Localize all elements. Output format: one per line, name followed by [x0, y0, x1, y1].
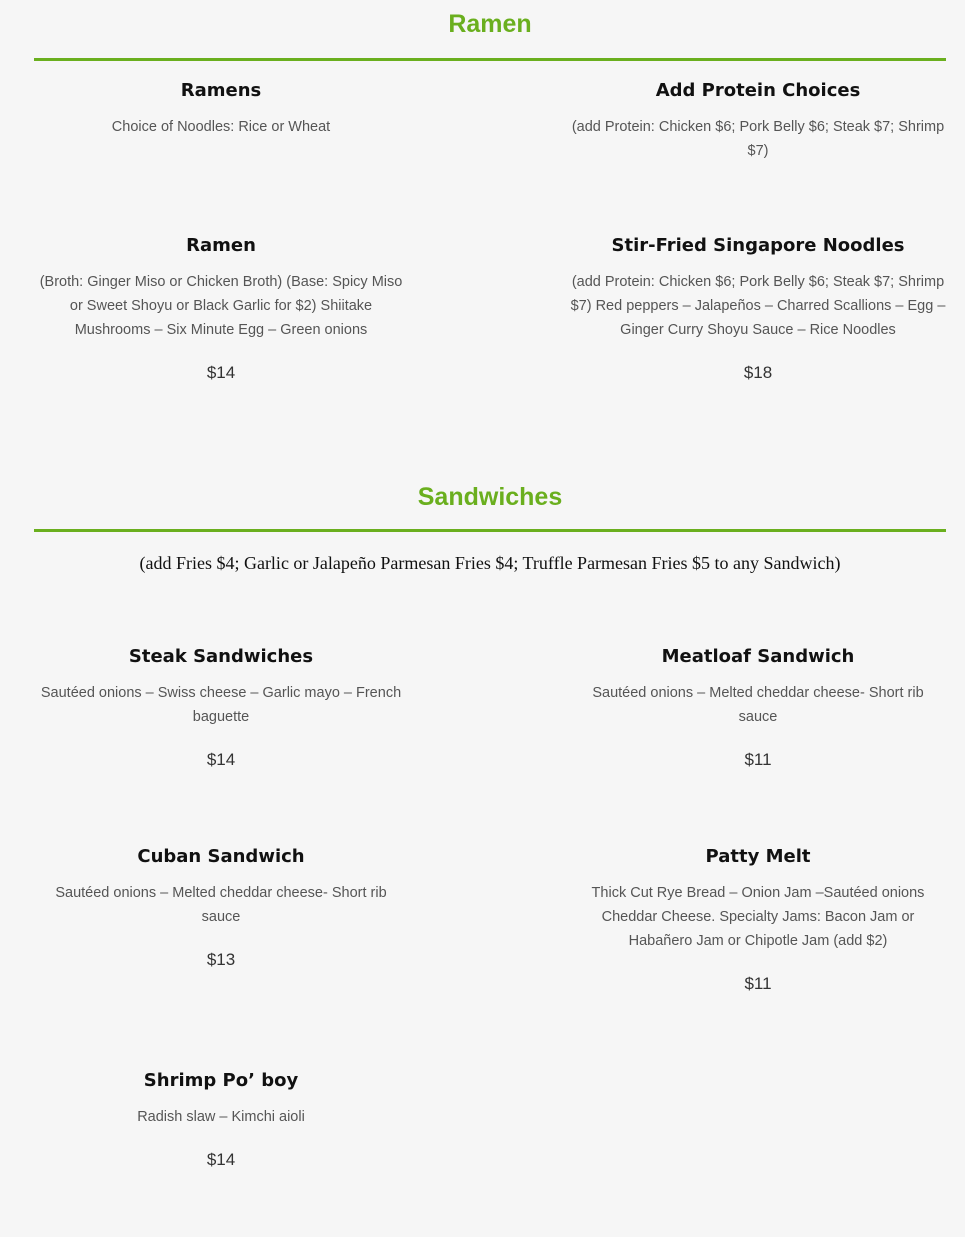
menu-item-description: Radish slaw – Kimchi aioli: [137, 1109, 305, 1125]
menu-item-description: Thick Cut Rye Bread – Onion Jam –Sautéed onions Cheddar Cheese. Specialty Jams: Bacon Jam or Habañero Jam or Chipotle Jam (add $2): [591, 885, 925, 949]
menu-item-description: (add Protein: Chicken $6; Pork Belly $6; Steak $7; Shrimp $7): [571, 119, 945, 159]
menu-item-add-protein-choices: [568, 80, 948, 163]
menu-item-stir-fried-singapore-noodles: [568, 235, 948, 385]
menu-item-name: Ramen: [186, 235, 256, 256]
menu-item-price: $14: [206, 363, 236, 382]
menu-item-steak-sandwiches: [36, 646, 406, 772]
menu-item-description: (Broth: Ginger Miso or Chicken Broth) (Base: Spicy Miso or Sweet Shoyu or Black Garlic for $2) Shiitake Mushrooms – Six Minute Egg – Green onions: [39, 274, 403, 338]
section-title-sandwiches: Sandwiches: [417, 483, 563, 511]
menu-item-description: Sautéed onions – Melted cheddar cheese- Short rib sauce: [592, 685, 924, 725]
menu-item-ramens: [36, 80, 406, 139]
menu-item-name: Steak Sandwiches: [128, 646, 314, 667]
section-divider-ramen: [34, 58, 946, 61]
section-divider-sandwiches: [34, 529, 946, 532]
menu-item-shrimp-po-boy: [36, 1070, 406, 1172]
menu-item-price: $11: [744, 750, 772, 769]
menu-item-meatloaf-sandwich: [568, 646, 948, 772]
menu-item-name: Add Protein Choices: [655, 80, 861, 101]
menu-item-description: (add Protein: Chicken $6; Pork Belly $6; Steak $7; Shrimp $7) Red peppers – Jalapeños – Charred Scallions – Egg – Ginger Curry Shoyu Sauce – Rice Noodles: [570, 274, 946, 338]
menu-item-price: $18: [743, 363, 773, 382]
menu-item-price: $14: [206, 1150, 236, 1169]
menu-item-name: Shrimp Po’ boy: [143, 1070, 299, 1091]
menu-item-name: Stir-Fried Singapore Noodles: [611, 235, 905, 256]
menu-item-name: Cuban Sandwich: [137, 846, 305, 867]
section-title-ramen: Ramen: [448, 10, 532, 38]
menu-item-name: Patty Melt: [705, 846, 811, 867]
menu-item-name: Meatloaf Sandwich: [661, 646, 855, 667]
menu-item-ramen: [36, 235, 406, 385]
menu-item-name: Ramens: [180, 80, 262, 101]
menu-item-description: Choice of Noodles: Rice or Wheat: [111, 119, 331, 135]
menu-item-price: $14: [206, 750, 236, 769]
menu-item-price: $11: [744, 974, 772, 993]
menu-item-price: $13: [206, 950, 236, 969]
menu-item-description: Sautéed onions – Swiss cheese – Garlic mayo – French baguette: [40, 685, 402, 725]
menu-item-description: Sautéed onions – Melted cheddar cheese- Short rib sauce: [55, 885, 387, 925]
sandwiches-note: (add Fries $4; Garlic or Jalapeño Parmesan Fries $4; Truffle Parmesan Fries $5 to any Sandwich): [139, 553, 841, 573]
menu-item-patty-melt: [568, 846, 948, 996]
menu-item-cuban-sandwich: [36, 846, 406, 972]
